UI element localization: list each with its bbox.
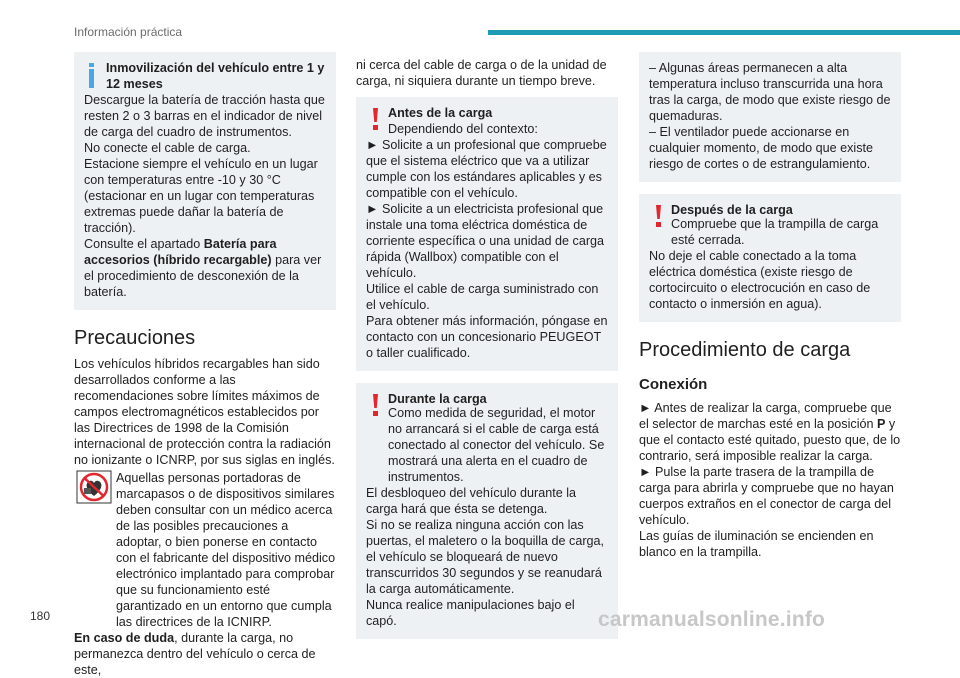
info-box-line: Descargue la batería de tracción hasta que resten 2 o 3 barras en el indicador de nivel de carga del cuadro de instrumentos. — [84, 93, 325, 139]
warning-line: No deje el cable conectado a la toma eléctrica doméstica (existe riesgo de cortocircuito o electrocución en caso de contacto o inmersión en agua). — [649, 249, 871, 311]
doubt-text: , durante la carga, no permanezca dentro del vehículo o cerca de este, — [74, 631, 316, 677]
conexion-step-1 — [639, 400, 901, 464]
watermark: carmanualsonline.info — [598, 608, 826, 631]
info-box-immobilization — [74, 52, 336, 310]
warning-line: Como medida de seguridad, el motor no arrancará si el cable de carga está conectado al conector del vehículo. Se mostrará una alerta en el cuadro de instrumentos. — [388, 406, 605, 484]
info-box-title: Inmovilización del vehículo entre 1 y 12 meses — [106, 61, 325, 91]
warning-line: El desbloqueo del vehículo durante la carga hará que ésta se detenga. — [366, 486, 577, 516]
warning-line: – El ventilador puede accionarse en cualquier momento, de modo que existe riesgo de cortes o de estrangulamiento. — [649, 125, 874, 171]
warning-icon — [649, 202, 667, 228]
doubt-paragraph — [74, 630, 336, 678]
warning-title: Antes de la carga — [388, 106, 493, 120]
warning-line: Para obtener más información, póngase en contacto con un concesionario PEUGEOT o taller cualificado. — [366, 314, 608, 360]
column-2 — [356, 57, 618, 639]
warning-line: Dependiendo del contexto: — [388, 122, 538, 136]
header-accent-bar — [488, 30, 960, 35]
warning-line: Si no se realiza ninguna acción con las puertas, el maletero o la boquilla de carga, el vehículo se bloqueará de nuevo transcurridos 30 segundos y se reanudará la carga automáticamente. — [366, 518, 605, 596]
no-pacemaker-icon — [76, 470, 112, 504]
page-number: 180 — [30, 609, 51, 623]
warning-icon — [366, 391, 384, 417]
warning-title: Durante la carga — [388, 392, 487, 406]
warning-title: Después de la carga — [671, 203, 793, 217]
step1-post: y que el contacto esté quitado, puesto que, de lo contrario, será imposible realizar la carga. — [639, 417, 901, 463]
section-title: Información práctica — [74, 25, 183, 39]
warning-box-before-charging — [356, 97, 618, 371]
warning-line: Nunca realice manipulaciones bajo el capó. — [366, 598, 575, 628]
heading-procedimiento: Procedimiento de carga — [639, 339, 851, 361]
info-icon — [84, 60, 102, 88]
warning-icon — [366, 105, 384, 131]
warning-line: Compruebe que la trampilla de carga esté cerrada. — [671, 217, 879, 247]
warning-line: ► Solicite a un profesional que compruebe que el sistema eléctrico que va a utilizar cumple con los estándares aplicables y es compatible con el vehículo. — [366, 138, 607, 200]
column-3 — [639, 52, 901, 560]
subheading-conexion: Conexión — [639, 376, 708, 393]
info-box-line: Estacione siempre el vehículo en un lugar con temperaturas entre -10 y 30 °C (estacionar en un lugar con temperaturas extremas puede dañar la batería de tracción). — [84, 157, 318, 235]
info-box-ref-bold: Batería para accesorios (híbrido recargable) — [84, 237, 277, 267]
doubt-bold: En caso de duda — [74, 631, 175, 645]
heading-precauciones: Precauciones — [74, 327, 196, 349]
info-box-line — [84, 236, 326, 300]
precauciones-intro: Los vehículos híbridos recargables han sido desarrollados conforme a las recomendaciones sobre límites máximos de campos electromagnéticos establecidos por las Directrices de 1998 de la Comisión internacional de protección contra la radiación no ionizante o ICNRP, por sus siglas en inglés. — [74, 357, 335, 467]
step1-bold: P — [877, 417, 886, 431]
info-box-ref-pre: Consulte el apartado — [84, 237, 204, 251]
conexion-step-2: ► Pulse la parte trasera de la trampilla de carga para abrirla y compruebe que no hayan cuerpos extraños en el conector de carga del vehículo. — [639, 465, 894, 527]
warning-line: Utilice el cable de carga suministrado con el vehículo. — [366, 282, 599, 312]
info-box-ref-post: para ver el procedimiento de desconexión de la batería. — [84, 253, 322, 299]
continued-warning-box — [639, 52, 901, 182]
info-box-line: No conecte el cable de carga. — [84, 141, 251, 155]
pacemaker-text: Aquellas personas portadoras de marcapasos o de dispositivos similares deben consultar con un médico acerca de las posibles precauciones a adoptar, o bien ponerse en contacto con el fabricante del dispositivo médico electrónico implantado para comprobar que su funcionamiento esté garantizado en un entorno que cumpla las directrices de la ICNIRP. — [116, 471, 336, 629]
warning-line: – Algunas áreas permanecen a alta temperatura incluso transcurrida una hora tras la carga, de modo que existe riesgo de quemaduras. — [649, 61, 891, 123]
warning-box-during-charging — [356, 383, 618, 639]
col2-intro: ni cerca del cable de carga o de la unidad de carga, ni siquiera durante un tiempo breve. — [356, 58, 607, 88]
column-1 — [74, 52, 336, 678]
pacemaker-warning — [74, 470, 336, 630]
conexion-note: Las guías de iluminación se encienden en blanco en la trampilla. — [639, 529, 874, 559]
step1-pre: ► Antes de realizar la carga, compruebe que el selector de marchas esté en la posición — [639, 401, 892, 431]
warning-line: ► Solicite a un electricista profesional que instale una toma eléctrica doméstica de corriente específica o una unidad de carga rápida (Wallbox) compatible con el vehículo. — [366, 202, 605, 280]
warning-box-after-charging — [639, 194, 901, 322]
